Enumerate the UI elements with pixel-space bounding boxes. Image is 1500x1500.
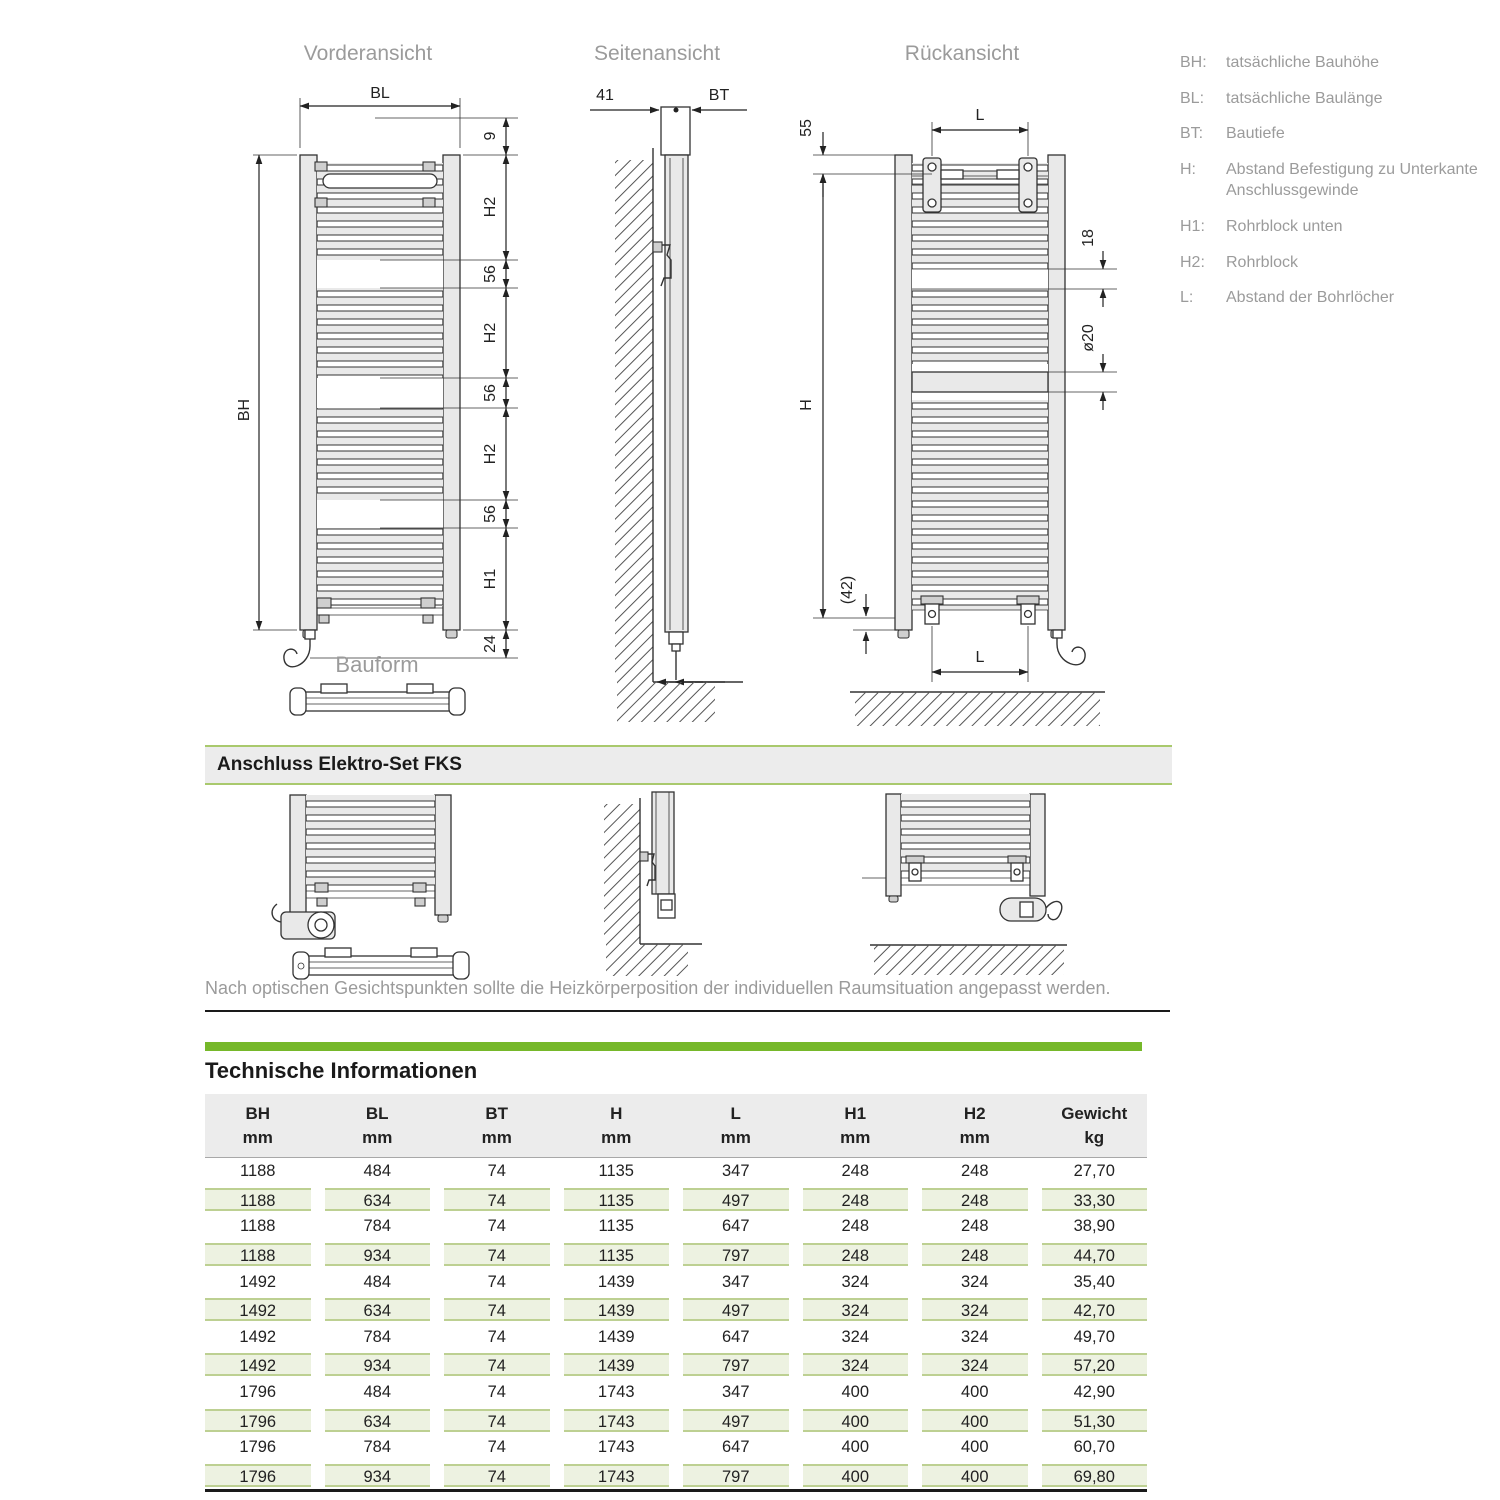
table-cell: 400 (803, 1464, 909, 1487)
table-cell: 400 (960, 1438, 989, 1457)
dim-label-56-1: 56 (482, 265, 499, 283)
fks-front-drawing (235, 790, 565, 985)
table-cell: 784 (363, 1217, 392, 1236)
legend-definition: tatsächliche Bauhöhe (1226, 54, 1379, 71)
fks-section-header (205, 745, 1172, 785)
table-cell: 248 (841, 1217, 870, 1236)
legend-term: BT: (1180, 125, 1204, 143)
table-cell: 324 (960, 1272, 989, 1291)
table-cell: 497 (683, 1409, 789, 1432)
dim-label-h2-3: H2 (482, 443, 499, 465)
fks-side-drawing (590, 790, 840, 985)
table-cell: 934 (325, 1353, 431, 1376)
table-cell: 1188 (240, 1217, 276, 1236)
table-cell: 324 (841, 1272, 870, 1291)
table-cell: 248 (803, 1243, 909, 1266)
table-cell: 400 (922, 1464, 1028, 1487)
legend-term: BL: (1180, 89, 1205, 107)
legend-definition: Bautiefe (1226, 125, 1285, 143)
legend-term: H2: (1180, 253, 1205, 271)
table-cell: 347 (721, 1162, 750, 1181)
legend-term: BH: (1180, 54, 1207, 71)
table-cell: 1135 (598, 1162, 634, 1181)
table-cell: 1796 (239, 1438, 277, 1457)
rear-view-title: Rückansicht (904, 42, 1020, 65)
table-cell: 51,30 (1042, 1409, 1148, 1432)
front-view-title: Vorderansicht (303, 42, 433, 65)
table-cell: 44,70 (1042, 1243, 1148, 1266)
bauform-label: Bauform (335, 652, 419, 677)
table-cell: 797 (683, 1243, 789, 1266)
table-row (205, 1158, 1147, 1186)
table-cell: 1492 (239, 1272, 277, 1291)
table-cell: 634 (325, 1298, 431, 1321)
dim-label-41: 41 (596, 87, 614, 104)
dim-label-l-top: L (975, 107, 985, 124)
table-cell: 1188 (240, 1162, 276, 1181)
table-cell: 347 (721, 1383, 750, 1402)
table-cell: 33,30 (1042, 1188, 1148, 1211)
table-cell: 1188 (205, 1188, 311, 1211)
table-row (205, 1462, 1147, 1490)
table-cell: 324 (803, 1353, 909, 1376)
table-cell: 1439 (597, 1272, 635, 1291)
table-accent-bar (205, 1042, 1142, 1051)
dim-label-h1: H1 (482, 568, 499, 590)
table-cell: 248 (960, 1162, 989, 1181)
table-cell: 347 (721, 1272, 750, 1291)
table-cell: 1796 (239, 1383, 277, 1402)
table-cell: 647 (721, 1217, 750, 1236)
table-cell: 324 (922, 1353, 1028, 1376)
table-cell: 69,80 (1042, 1464, 1148, 1487)
table-column-header: Gewicht kg (1061, 1104, 1128, 1147)
table-cell: 797 (683, 1464, 789, 1487)
legend-term: H: (1180, 160, 1196, 178)
table-cell: 634 (325, 1409, 431, 1432)
table-cell: 74 (444, 1353, 550, 1376)
table-row (205, 1213, 1147, 1241)
dim-label-dia20: ø20 (1080, 324, 1097, 352)
technical-table (205, 1094, 1147, 1492)
table-cell: 74 (444, 1243, 550, 1266)
table-cell: 484 (363, 1272, 392, 1291)
table-cell: 400 (841, 1383, 870, 1402)
table-column-header: BT mm (481, 1104, 512, 1147)
table-cell: 1439 (597, 1327, 635, 1346)
table-title: Technische Informationen (205, 1058, 478, 1083)
legend-term: L: (1180, 289, 1194, 307)
section-divider (205, 1010, 1170, 1012)
table-cell: 60,70 (1073, 1438, 1115, 1457)
table-cell: 1492 (205, 1298, 311, 1321)
table-cell: 484 (363, 1162, 392, 1181)
table-row (205, 1434, 1147, 1462)
table-column-header: H2 mm (959, 1104, 990, 1147)
table-cell: 497 (683, 1188, 789, 1211)
table-header (205, 1094, 1147, 1158)
table-cell: 1743 (597, 1438, 635, 1457)
table-body (205, 1158, 1147, 1492)
table-cell: 74 (487, 1217, 506, 1236)
table-row (205, 1268, 1147, 1296)
table-cell: 74 (487, 1272, 506, 1291)
legend-term: H1: (1180, 217, 1205, 235)
table-cell: 324 (803, 1298, 909, 1321)
dim-label-55: 55 (798, 119, 815, 137)
table-cell: 647 (721, 1327, 750, 1346)
table-cell: 1796 (205, 1409, 311, 1432)
table-cell: 38,90 (1073, 1217, 1115, 1236)
table-cell: 784 (363, 1438, 392, 1457)
table-column-header: H mm (601, 1104, 632, 1147)
table-cell: 74 (487, 1438, 506, 1457)
legend-definition: Rohrblock (1226, 253, 1299, 271)
rear-view-drawing (795, 70, 1140, 770)
table-cell: 934 (325, 1464, 431, 1487)
legend-definition: tatsächliche Baulänge (1226, 89, 1383, 107)
dim-label-bh: BH (236, 398, 253, 422)
table-cell: 27,70 (1073, 1162, 1115, 1181)
table-row (205, 1379, 1147, 1407)
dim-label-h: H (798, 399, 815, 411)
table-cell: 74 (487, 1383, 506, 1402)
table-row (205, 1351, 1147, 1379)
table-cell: 35,40 (1073, 1272, 1115, 1291)
table-cell: 1743 (564, 1409, 670, 1432)
dim-label-h2-2: H2 (482, 322, 499, 344)
table-cell: 74 (487, 1327, 506, 1346)
table-cell: 484 (363, 1383, 392, 1402)
table-row (205, 1324, 1147, 1352)
table-cell: 1135 (564, 1243, 670, 1266)
table-cell: 324 (841, 1327, 870, 1346)
table-cell: 74 (444, 1298, 550, 1321)
table-cell: 797 (683, 1353, 789, 1376)
front-view-drawing (225, 70, 570, 770)
table-cell: 1796 (205, 1464, 311, 1487)
table-cell: 1188 (205, 1243, 311, 1266)
dim-label-56-2: 56 (482, 384, 499, 402)
table-cell: 400 (841, 1438, 870, 1457)
table-cell: 248 (922, 1243, 1028, 1266)
table-cell: 42,70 (1042, 1298, 1148, 1321)
table-cell: 1492 (205, 1353, 311, 1376)
table-cell: 1135 (564, 1188, 670, 1211)
table-cell: 1743 (564, 1464, 670, 1487)
table-row (205, 1296, 1147, 1324)
table-cell: 324 (922, 1298, 1028, 1321)
legend-definition: Abstand Befestigung zu Unterkante Anschlussgewinde (1226, 160, 1478, 200)
table-cell: 248 (960, 1217, 989, 1236)
dim-label-18: 18 (1080, 229, 1097, 247)
table-cell: 248 (841, 1162, 870, 1181)
table-cell: 1135 (598, 1217, 634, 1236)
table-column-header: BH mm (242, 1104, 273, 1147)
side-view-drawing (575, 70, 770, 770)
table-cell: 1743 (597, 1383, 635, 1402)
table-column-header: H1 mm (840, 1104, 871, 1147)
table-cell: 74 (487, 1162, 506, 1181)
dim-label-42: (42) (839, 575, 856, 605)
dim-label-h2-1: H2 (482, 196, 499, 218)
table-row (205, 1241, 1147, 1269)
table-cell: 42,90 (1073, 1383, 1115, 1402)
table-cell: 57,20 (1042, 1353, 1148, 1376)
table-column-header: BL mm (362, 1104, 393, 1147)
dim-label-56-3: 56 (482, 505, 499, 523)
table-cell: 400 (960, 1383, 989, 1402)
dim-label-l-bottom: L (975, 649, 985, 666)
table-cell: 934 (325, 1243, 431, 1266)
dimension-legend (1180, 52, 1480, 309)
legend-definition: Abstand der Bohrlöcher (1226, 289, 1395, 307)
table-cell: 634 (325, 1188, 431, 1211)
fks-section-title: Anschluss Elektro-Set FKS (217, 754, 462, 775)
table-row (205, 1406, 1147, 1434)
dim-label-9: 9 (482, 131, 499, 141)
table-cell: 74 (444, 1464, 550, 1487)
dim-label-bt: BT (708, 87, 730, 104)
legend-definition: Rohrblock unten (1226, 217, 1343, 235)
table-cell: 49,70 (1073, 1327, 1115, 1346)
table-cell: 1439 (564, 1298, 670, 1321)
table-cell: 784 (363, 1327, 392, 1346)
side-view-title: Seitenansicht (593, 42, 721, 65)
table-cell: 324 (960, 1327, 989, 1346)
fks-caption: Nach optischen Gesichtspunkten sollte die Heizkörperposition der individuellen Raumsituation angepasst werden. (205, 978, 1111, 998)
table-cell: 400 (922, 1409, 1028, 1432)
table-cell: 248 (803, 1188, 909, 1211)
fks-rear-drawing (862, 790, 1147, 985)
table-row (205, 1186, 1147, 1214)
dim-label-24: 24 (482, 635, 499, 653)
table-cell: 647 (721, 1438, 750, 1457)
table-cell: 74 (444, 1188, 550, 1211)
table-cell: 1492 (239, 1327, 277, 1346)
table-column-header: L mm (720, 1104, 751, 1147)
table-cell: 497 (683, 1298, 789, 1321)
dim-label-bl: BL (370, 85, 390, 102)
table-cell: 248 (922, 1188, 1028, 1211)
table-cell: 1439 (564, 1353, 670, 1376)
table-cell: 400 (803, 1409, 909, 1432)
table-cell: 74 (444, 1409, 550, 1432)
